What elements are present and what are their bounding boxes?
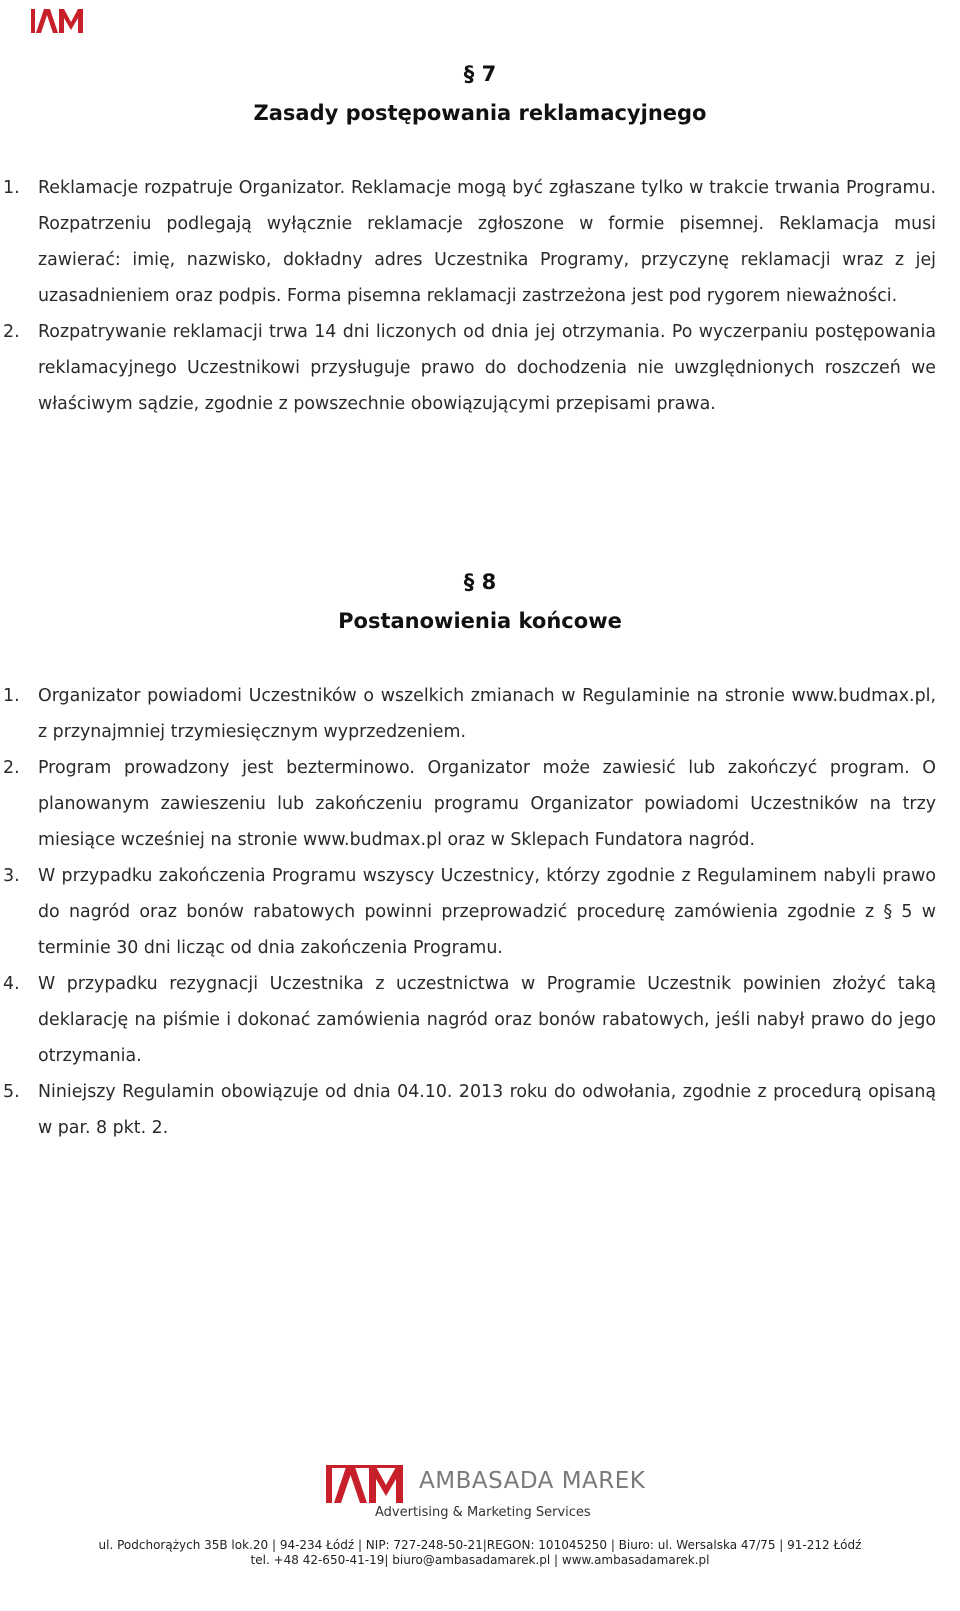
company-logo-top xyxy=(31,9,87,33)
brand-tagline: Advertising & Marketing Services xyxy=(375,1505,591,1520)
list-item xyxy=(0,678,936,750)
list-item xyxy=(0,966,936,1074)
item-text: Reklamacje rozpatruje Organizator. Reklamacje mogą być zgłaszane tylko w trakcie trwania Programu. Rozpatrzeniu podlegają wyłącznie reklamacje zgłoszone w formie pisemnej. Reklamacja musi zawierać: imię, nazwisko, dokładny adres Uczestnika Programy, przyczynę reklamacji wraz z jej uzasadnieniem oraz podpis. Forma pisemna reklamacji zastrzeżona jest pod rygorem nieważności. xyxy=(38,178,936,306)
list-item xyxy=(0,170,936,314)
section-7-number: § 7 xyxy=(463,62,497,86)
section-8-number: § 8 xyxy=(463,570,497,594)
item-number: 5. xyxy=(3,1082,20,1102)
item-number: 2. xyxy=(3,758,20,778)
list-item xyxy=(0,314,936,422)
section-7-list xyxy=(0,170,960,422)
section-7-title: Zasady postępowania reklamacyjnego xyxy=(253,101,707,125)
list-item xyxy=(0,750,936,858)
item-text: Organizator powiadomi Uczestników o wszelkich zmianach w Regulaminie na stronie www.budmax.pl, z przynajmniej trzymiesięcznym wyprzedzeniem. xyxy=(38,686,936,742)
footer-address: ul. Podchorążych 35B lok.20 | 94-234 Łódź | NIP: 727-248-50-21|REGON: 101045250 | Biuro: ul. Wersalska 47/75 | 91-212 Łódź xyxy=(98,1538,862,1552)
item-text: W przypadku zakończenia Programu wszyscy Uczestnicy, którzy zgodnie z Regulaminem nabyli prawo do nagród oraz bonów rabatowych powinni przeprowadzić procedurę zamówienia zgodnie z § 5 w terminie 30 dni licząc od dnia zakończenia Programu. xyxy=(38,866,936,958)
section-8-title: Postanowienia końcowe xyxy=(338,609,622,633)
item-number: 3. xyxy=(3,866,20,886)
am-logo-icon xyxy=(31,9,87,33)
item-text: W przypadku rezygnacji Uczestnika z uczestnictwa w Programie Uczestnik powinien złożyć taką deklarację na piśmie i dokonać zamówienia nagród oraz bonów rabatowych, jeśli nabył prawo do jego otrzymania. xyxy=(38,974,936,1066)
brand-name: AMBASADA MAREK xyxy=(419,1468,646,1494)
list-item xyxy=(0,858,936,966)
section-8-list xyxy=(0,678,960,1146)
list-item xyxy=(0,1074,936,1146)
footer-contact: tel. +48 42-650-41-19| biuro@ambasadamarek.pl | www.ambasadamarek.pl xyxy=(250,1553,710,1567)
item-number: 4. xyxy=(3,974,20,994)
item-text: Program prowadzony jest bezterminowo. Organizator może zawiesić lub zakończyć program. O planowanym zawieszeniu lub zakończeniu programu Organizator powiadomi Uczestników na trzy miesiące wcześniej na stronie www.budmax.pl oraz w Sklepach Fundatora nagród. xyxy=(38,758,936,850)
item-text: Rozpatrywanie reklamacji trwa 14 dni liczonych od dnia jej otrzymania. Po wyczerpaniu postępowania reklamacyjnego Uczestnikowi przysługuje prawo do dochodzenia nie uwzględnionych roszczeń we właściwym sądzie, zgodnie z powszechnie obowiązującymi przepisami prawa. xyxy=(38,322,936,414)
item-text: Niniejszy Regulamin obowiązuje od dnia 04.10. 2013 roku do odwołania, zgodnie z procedurą opisaną w par. 8 pkt. 2. xyxy=(38,1082,936,1138)
item-number: 2. xyxy=(3,322,20,342)
am-logo-icon xyxy=(326,1465,410,1505)
item-number: 1. xyxy=(3,686,20,706)
item-number: 1. xyxy=(3,178,20,198)
